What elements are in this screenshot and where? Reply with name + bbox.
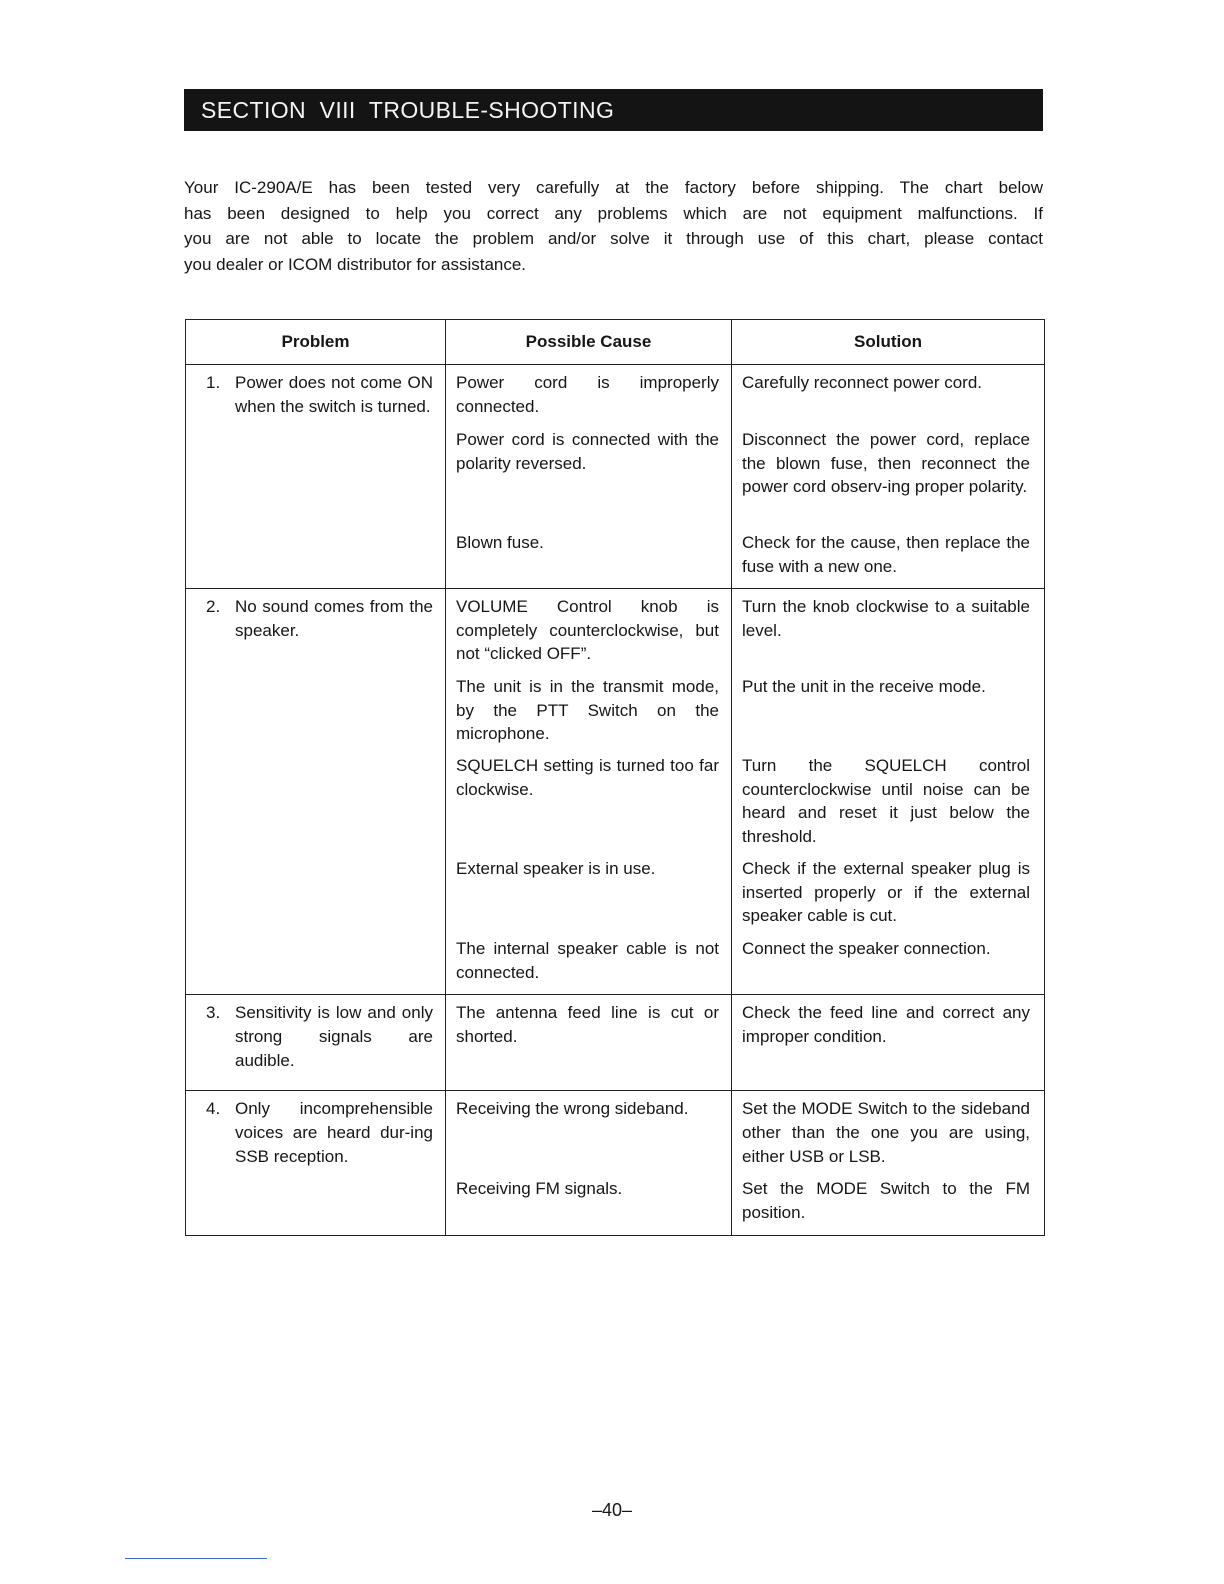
problem-number: 4. bbox=[206, 1099, 221, 1119]
solution-cell: Check for the cause, then replace the fuse with a new one. bbox=[742, 533, 1030, 576]
intro-line: has been designed to help you correct any problems which are not equipment malfunctions. If bbox=[184, 203, 1043, 223]
cause-cell: Power cord is improperly connected. bbox=[446, 365, 732, 422]
problem-cell bbox=[186, 1091, 446, 1234]
intro-line: you dealer or ICOM distributor for assistance. bbox=[184, 255, 527, 275]
solution-cell: Carefully reconnect power cord. bbox=[742, 373, 983, 392]
page-number: –40– bbox=[591, 1500, 633, 1520]
section-title: SECTION VIII TROUBLE-SHOOTING bbox=[184, 89, 1043, 131]
problem-text: Power does not come ON when the switch is turned. bbox=[235, 373, 433, 416]
header-solution: Solution bbox=[854, 332, 922, 351]
solution-cell: Set the MODE Switch to the FM position. bbox=[742, 1179, 1030, 1222]
cause-cell: The antenna feed line is cut or shorted. bbox=[446, 995, 732, 1090]
header-possible-cause: Possible Cause bbox=[446, 320, 732, 364]
solution-cell: Turn the knob clockwise to a suitable level. bbox=[742, 597, 1030, 640]
intro-line: Your IC-290A/E has been tested very carefully at the factory before shipping. The chart below bbox=[184, 178, 1043, 197]
cause-cell: Receiving the wrong sideband. bbox=[446, 1091, 732, 1171]
problem-cell bbox=[186, 365, 446, 588]
solution-cell: Disconnect the power cord, replace the blown fuse, then reconnect the power cord observ-ing proper polarity. bbox=[742, 430, 1030, 497]
cause-cell: Receiving FM signals. bbox=[446, 1171, 732, 1234]
intro-paragraph bbox=[184, 175, 1043, 278]
solution-cell: Put the unit in the receive mode. bbox=[742, 677, 986, 697]
solution-cell: Set the MODE Switch to the sideband other than the one you are using, either USB or LSB. bbox=[742, 1099, 1030, 1166]
footer-rule bbox=[125, 1558, 267, 1559]
problem-number: 2. bbox=[206, 597, 221, 617]
solution-cell: Check if the external speaker plug is inserted properly or if the external speaker cable is cut. bbox=[742, 859, 1030, 926]
problem-cell bbox=[186, 995, 446, 1090]
problem-text: Only incomprehensible voices are heard dur-ing SSB reception. bbox=[235, 1099, 433, 1167]
table-row bbox=[186, 589, 1044, 995]
problem-cell bbox=[186, 589, 446, 994]
table-row bbox=[186, 365, 1044, 589]
solution-cell: Turn the SQUELCH control counterclockwise until noise can be heard and reset it just below the threshold. bbox=[742, 756, 1030, 846]
cause-cell: Blown fuse. bbox=[446, 525, 732, 588]
table-header bbox=[186, 320, 1044, 365]
cause-cell: The internal speaker cable is not connected. bbox=[446, 931, 732, 994]
cause-cell: SQUELCH setting is turned too far clockwise. bbox=[446, 748, 732, 851]
troubleshooting-table bbox=[185, 319, 1045, 1236]
intro-line: you are not able to locate the problem and/or solve it through use of this chart, please contact bbox=[184, 229, 1043, 249]
solution-cell: Check the feed line and correct any improper condition. bbox=[742, 1003, 1030, 1046]
cause-cell: The unit is in the transmit mode, by the PTT Switch on the microphone. bbox=[446, 669, 732, 748]
problem-text: No sound comes from the speaker. bbox=[235, 597, 433, 641]
cause-cell: External speaker is in use. bbox=[446, 851, 732, 931]
table-row bbox=[186, 1091, 1044, 1234]
cause-cell: Power cord is connected with the polarity reversed. bbox=[446, 422, 732, 525]
solution-cell: Connect the speaker connection. bbox=[742, 939, 991, 959]
problem-number: 3. bbox=[206, 1003, 221, 1023]
problem-text: Sensitivity is low and only strong signals are audible. bbox=[235, 1003, 433, 1071]
table-row bbox=[186, 995, 1044, 1091]
cause-cell: VOLUME Control knob is completely counterclockwise, but not “clicked OFF”. bbox=[446, 589, 732, 669]
header-problem: Problem bbox=[186, 320, 446, 364]
problem-number: 1. bbox=[206, 373, 221, 392]
